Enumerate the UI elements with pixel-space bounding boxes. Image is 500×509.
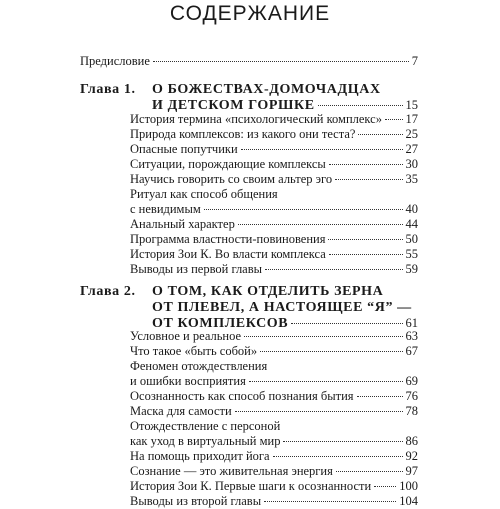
dot-leader xyxy=(358,134,402,135)
toc-page-number: 69 xyxy=(405,374,418,389)
dot-leader xyxy=(273,456,403,457)
toc-entry[interactable] xyxy=(130,217,418,232)
chapter-title-line: О БОЖЕСТВАХ-ДОМОЧАДЦАХ xyxy=(152,82,381,98)
toc-entry-label: Условное и реальное xyxy=(130,329,242,344)
toc-entry-preface[interactable] xyxy=(80,54,418,69)
toc-page-number: 97 xyxy=(405,463,418,478)
dot-leader xyxy=(265,269,402,270)
dot-leader xyxy=(374,486,396,487)
toc-entry-first-line[interactable] xyxy=(130,419,418,434)
toc-entry[interactable] xyxy=(130,247,418,262)
toc-page-number: 17 xyxy=(405,112,418,127)
toc-page-number: 59 xyxy=(405,261,418,276)
dot-leader xyxy=(336,471,403,472)
dot-leader xyxy=(238,224,403,225)
chapter-title-line: ОТ ПЛЕВЕЛ, А НАСТОЯЩЕЕ “Я” — xyxy=(152,300,412,316)
dot-leader xyxy=(153,61,409,62)
dot-leader xyxy=(291,323,402,324)
dot-leader xyxy=(204,209,403,210)
toc-entry-label: и ошибки восприятия xyxy=(130,374,246,389)
dot-leader xyxy=(249,381,403,382)
toc-entry-label: Природа комплексов: из какого они теста? xyxy=(130,127,356,141)
dot-leader xyxy=(329,164,403,165)
chapter-number: Глава 1. xyxy=(80,82,136,98)
toc-entry[interactable] xyxy=(130,142,418,157)
toc-entry[interactable] xyxy=(130,494,418,509)
toc-entry[interactable] xyxy=(130,157,418,172)
page-title: СОДЕРЖАНИЕ xyxy=(169,2,331,25)
dot-leader xyxy=(357,396,403,397)
toc-entry-label: Опасные попутчики xyxy=(130,141,238,156)
toc-entry-first-line[interactable] xyxy=(130,187,418,202)
dot-leader xyxy=(385,119,403,120)
toc-entry-label: Сознание — это живительная энергия xyxy=(130,463,333,478)
toc-page-number: 78 xyxy=(405,404,418,419)
toc-entry-label: Отождествление с персоной xyxy=(130,419,281,434)
toc-page-number: 76 xyxy=(405,389,418,404)
dot-leader xyxy=(235,411,403,412)
toc-entry-label: Научись говорить со своим альтер эго xyxy=(130,171,333,186)
dot-leader xyxy=(328,239,402,240)
toc-entry[interactable] xyxy=(130,374,418,389)
dot-leader xyxy=(260,351,402,352)
toc-page-number: 86 xyxy=(405,434,418,449)
chapter-2-heading[interactable] xyxy=(0,284,500,332)
toc-entry-label: Феномен отождествления xyxy=(130,359,268,374)
toc-entry[interactable] xyxy=(130,389,418,404)
toc-page-number: 15 xyxy=(405,98,418,113)
toc-entry[interactable] xyxy=(130,479,418,494)
toc-entry-label: Осознанность как способ познания бытия xyxy=(130,389,354,404)
toc-entry[interactable] xyxy=(130,464,418,479)
toc-entry[interactable] xyxy=(130,262,418,277)
toc-page-number: 30 xyxy=(405,156,418,171)
toc-entry-label: История термина «психологический комплекс» xyxy=(130,112,382,127)
toc-entry[interactable] xyxy=(130,344,418,359)
chapter-1-heading[interactable] xyxy=(0,82,500,114)
toc-entry-label: Маска для самости xyxy=(130,404,232,419)
dot-leader xyxy=(329,254,403,255)
toc-entry-label: Выводы из первой главы xyxy=(130,261,263,276)
toc-page-number: 50 xyxy=(405,231,418,246)
toc-entry[interactable] xyxy=(130,202,418,217)
toc-entry-label: История Зои К. Первые шаги к осознанности xyxy=(130,478,372,493)
toc-entry-label: Выводы из второй главы xyxy=(130,493,262,508)
toc-page-number: 92 xyxy=(405,448,418,463)
toc-entry-label: На помощь приходит йога xyxy=(130,448,270,463)
toc-entry[interactable] xyxy=(130,112,418,127)
toc-page-number: 104 xyxy=(399,493,418,508)
toc-page-number: 44 xyxy=(405,216,418,231)
toc-page-number: 67 xyxy=(405,344,418,359)
chapter-title-line-last xyxy=(152,98,418,113)
toc-entry-label: Программа властности-повиновения xyxy=(130,231,326,246)
toc-page-number: 27 xyxy=(405,141,418,156)
chapter-number: Глава 2. xyxy=(80,284,136,300)
toc-entry-label: Ситуации, порождающие комплексы xyxy=(130,156,326,171)
toc-entry[interactable] xyxy=(130,172,418,187)
toc-entry-label: История Зои К. Во власти комплекса xyxy=(130,246,326,261)
toc-entry[interactable] xyxy=(130,232,418,247)
dot-leader xyxy=(244,336,402,337)
chapter-title-text: И ДЕТСКОМ ГОРШКЕ xyxy=(152,98,315,114)
toc-page-number: 35 xyxy=(405,171,418,186)
toc-entry[interactable] xyxy=(130,449,418,464)
toc-entry-label: с невидимым xyxy=(130,201,201,216)
toc-entry[interactable] xyxy=(130,434,418,449)
toc-page-number: 40 xyxy=(405,201,418,216)
chapter-title-line: О ТОМ, КАК ОТДЕЛИТЬ ЗЕРНА xyxy=(152,284,384,300)
toc-entry-label: Предисловие xyxy=(80,54,150,68)
dot-leader xyxy=(283,441,402,442)
toc-entry[interactable] xyxy=(130,127,418,142)
toc-entry-label: Анальный характер xyxy=(130,216,235,231)
dot-leader xyxy=(318,105,403,106)
dot-leader xyxy=(241,149,403,150)
toc-page-number: 61 xyxy=(405,316,418,331)
chapter-title-text: ОТ КОМПЛЕКСОВ xyxy=(152,316,289,332)
toc-page-number: 25 xyxy=(405,127,418,141)
toc-entry-first-line[interactable] xyxy=(130,359,418,374)
toc-entry-label: как уход в виртуальный мир xyxy=(130,434,281,449)
toc-entry-label: Ритуал как способ общения xyxy=(130,186,278,201)
toc-page-number: 63 xyxy=(405,329,418,344)
toc-entry-label: Что такое «быть собой» xyxy=(130,344,258,359)
toc-entry[interactable] xyxy=(130,329,418,344)
toc-page-number: 100 xyxy=(399,478,418,493)
dot-leader xyxy=(264,501,396,502)
toc-entry[interactable] xyxy=(130,404,418,419)
dot-leader xyxy=(335,179,402,180)
toc-page-number: 7 xyxy=(411,54,418,68)
toc-page-number: 55 xyxy=(405,246,418,261)
